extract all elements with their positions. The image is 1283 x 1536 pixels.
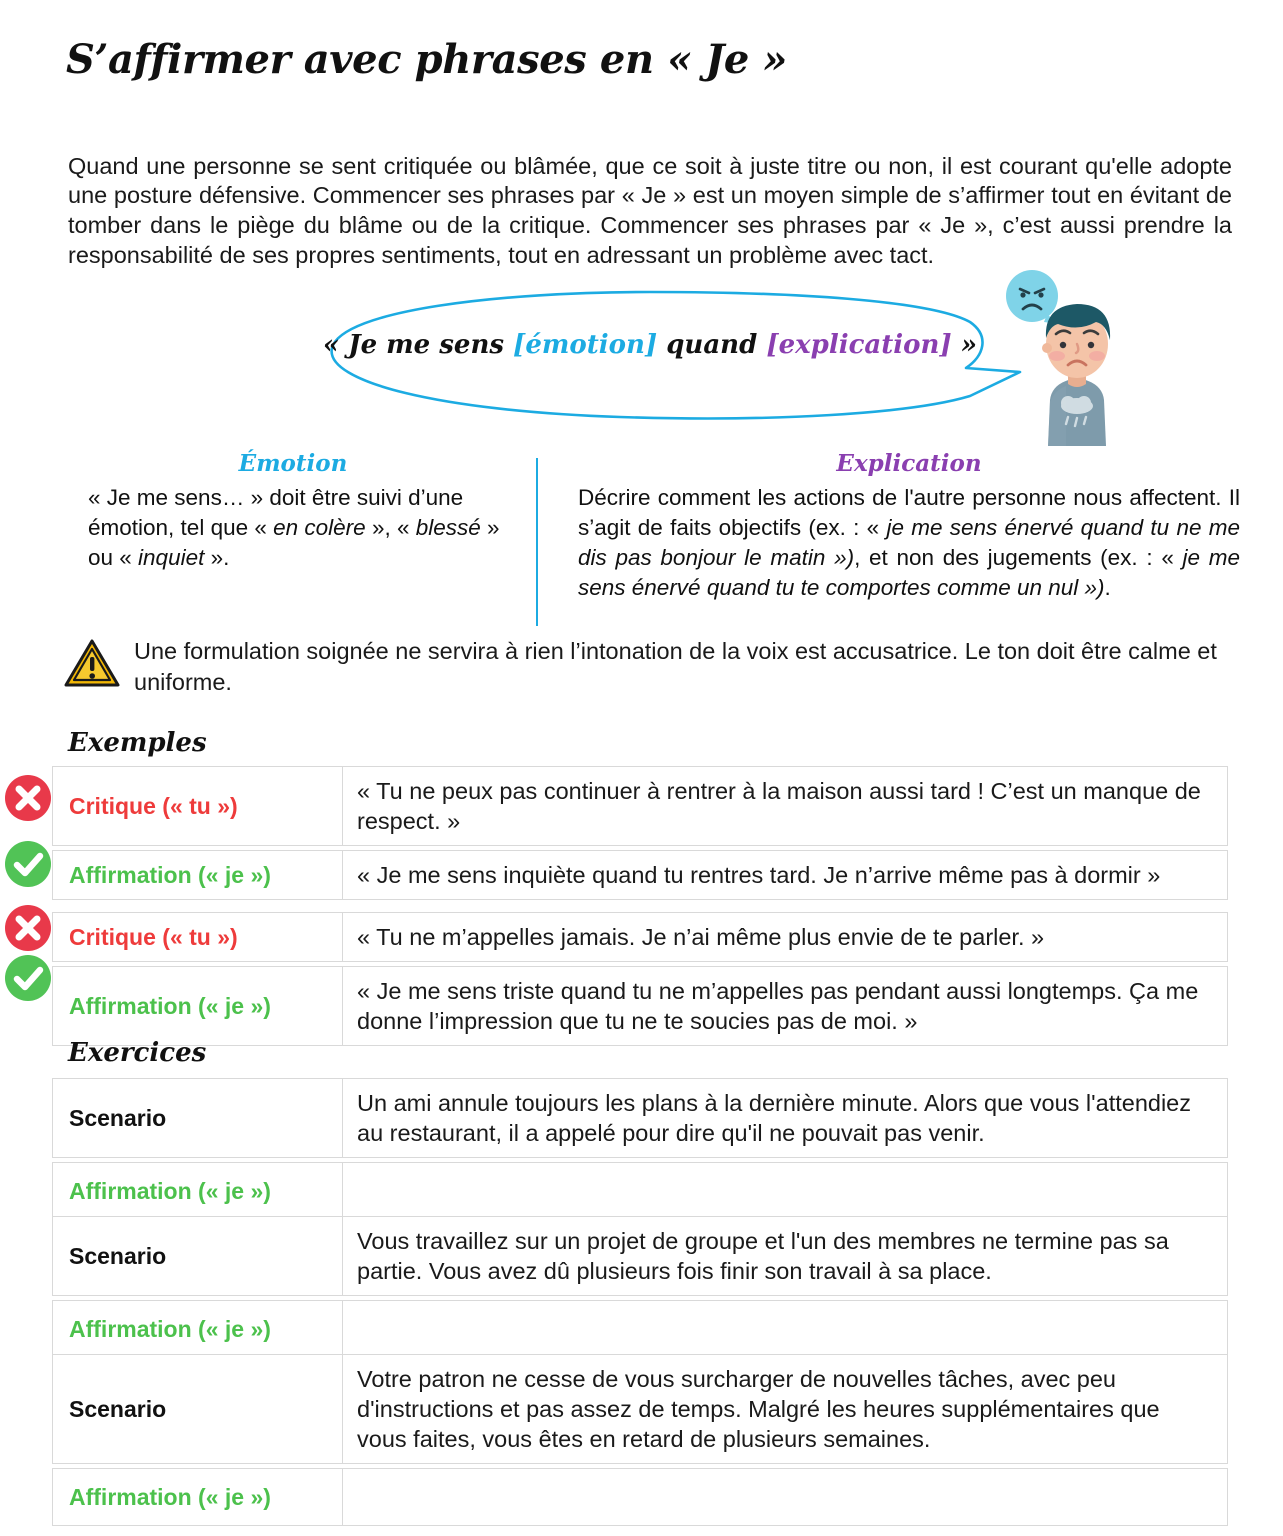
row-label-scenario: Scenario <box>53 1217 343 1295</box>
table-row <box>52 1354 1228 1464</box>
table-row <box>52 766 1228 846</box>
emotion-text-1: « Je me sens… » doit être suivi d’une émotion, tel que « <box>88 485 464 540</box>
row-text-scenario: Un ami annule toujours les plans à la dernière minute. Alors que vous l'attendiez au restaurant, il a appelé pour dire qu'il ne pouvait pas venir. <box>357 1090 1191 1147</box>
emotion-text-2: », « <box>365 514 416 540</box>
exercise-table-3 <box>52 1354 1228 1526</box>
affirmation-check-icon-2 <box>2 952 54 1004</box>
page-title: S’affirmer avec phrases en « Je » <box>66 36 788 83</box>
speech-bubble <box>320 286 1040 431</box>
explication-text-3: . <box>1104 574 1111 600</box>
column-divider <box>536 458 538 626</box>
explication-text-2: , et non des jugements (ex. : « <box>854 544 1183 570</box>
row-label-affirmation: Affirmation (« je ») <box>53 851 343 899</box>
table-row <box>52 912 1228 962</box>
row-label-affirmation: Affirmation (« je ») <box>53 1469 343 1525</box>
answer-input-1[interactable] <box>343 1163 1227 1219</box>
section-title-exercices: Exercices <box>68 1038 207 1068</box>
row-label-critique: Critique (« tu ») <box>53 913 343 961</box>
bubble-middle: quand <box>657 330 767 360</box>
speech-bubble-text <box>320 330 980 360</box>
emotion-column <box>68 450 518 573</box>
answer-input-2[interactable] <box>343 1301 1227 1357</box>
table-row <box>52 1162 1228 1220</box>
explication-text-1: Décrire comment les actions de l'autre personne nous affectent. Il s’agit de faits objectifs (ex. : « <box>578 485 1240 540</box>
sad-character-illustration <box>992 266 1162 451</box>
explication-example-2: je me sens énervé quand tu te comportes comme un nul ») <box>578 544 1240 600</box>
row-text-scenario: Votre patron ne cesse de vous surcharger de nouvelles tâches, avec peu d'instructions et pas assez de temps. Malgré les heures supplémentaires que vous faites, vous êtes en retard de plusieurs semaines. <box>357 1366 1160 1453</box>
row-label-affirmation: Affirmation (« je ») <box>53 1301 343 1357</box>
warning-triangle-icon <box>64 638 120 693</box>
emotion-heading: Émotion <box>238 450 348 477</box>
example-table-2 <box>52 912 1228 1046</box>
row-text-critique: « Tu ne m’appelles jamais. Je n’ai même plus envie de te parler. » <box>357 924 1045 950</box>
row-label-scenario: Scenario <box>53 1079 343 1157</box>
critique-x-icon-2 <box>2 902 54 954</box>
row-text-affirmation: « Je me sens triste quand tu ne m’appelles pas pendant aussi longtemps. Ça me donne l’impression que tu ne te soucies pas de moi. » <box>357 978 1199 1035</box>
row-text-critique: « Tu ne peux pas continuer à rentrer à la maison aussi tard ! C’est un manque de respect. » <box>357 778 1201 835</box>
table-row <box>52 1078 1228 1158</box>
explication-body <box>578 483 1240 603</box>
emotion-text-4: ». <box>204 544 230 570</box>
bubble-emotion-token: [émotion] <box>513 330 658 360</box>
example-table-1 <box>52 766 1228 900</box>
sad-boy-figure <box>992 266 1162 446</box>
row-label-affirmation: Affirmation (« je ») <box>53 967 343 1045</box>
emotion-example-1: en colère <box>273 514 366 540</box>
sad-face-icon <box>1006 270 1058 324</box>
bubble-suffix: » <box>951 330 978 360</box>
intro-paragraph: Quand une personne se sent critiquée ou blâmée, que ce soit à juste titre ou non, il est courant qu'elle adopte une posture défensive. Commencer ses phrases par « Je » est un moyen simple de s’affirmer tout en évitant de tomber dans le piège du blâme ou de la critique. Commencer ses phrases par « Je », c’est aussi prendre la responsabilité de ses propres sentiments, tout en adressant un problème avec tact. <box>68 152 1232 269</box>
exercise-table-2 <box>52 1216 1228 1358</box>
row-text-affirmation: « Je me sens inquiète quand tu rentres tard. Je n’arrive même pas à dormir » <box>357 862 1161 889</box>
exercise-table-1 <box>52 1078 1228 1220</box>
table-row <box>52 1216 1228 1296</box>
table-row <box>52 850 1228 900</box>
section-title-exemples: Exemples <box>68 728 207 758</box>
emotion-example-2: blessé <box>415 514 481 540</box>
row-text-scenario: Vous travaillez sur un projet de groupe et l'un des membres ne termine pas sa partie. Vous avez dû plusieurs fois finir son travail à sa place. <box>357 1228 1169 1285</box>
warning-text: Une formulation soignée ne servira à rien l’intonation de la voix est accusatrice. Le ton doit être calme et uniforme. <box>134 638 1217 695</box>
row-label-critique: Critique (« tu ») <box>53 767 343 845</box>
emotion-body <box>68 483 518 573</box>
bubble-explication-token: [explication] <box>766 330 952 360</box>
table-row <box>52 1468 1228 1526</box>
affirmation-check-icon <box>2 838 54 890</box>
explication-example-1: je me sens énervé quand tu ne me dis pas bonjour le matin ») <box>578 514 1241 570</box>
critique-x-icon <box>2 772 54 824</box>
table-row <box>52 966 1228 1046</box>
row-label-scenario: Scenario <box>53 1355 343 1463</box>
explication-column <box>578 450 1240 603</box>
explication-heading: Explication <box>836 450 982 477</box>
emotion-text-3: » ou « <box>88 514 500 570</box>
table-row <box>52 1300 1228 1358</box>
definitions-columns <box>68 450 1240 636</box>
answer-input-3[interactable] <box>343 1469 1227 1525</box>
warning-note <box>64 636 1240 697</box>
row-label-affirmation: Affirmation (« je ») <box>53 1163 343 1219</box>
bubble-prefix: « Je me sens <box>322 330 514 360</box>
emotion-example-3: inquiet <box>138 544 205 570</box>
